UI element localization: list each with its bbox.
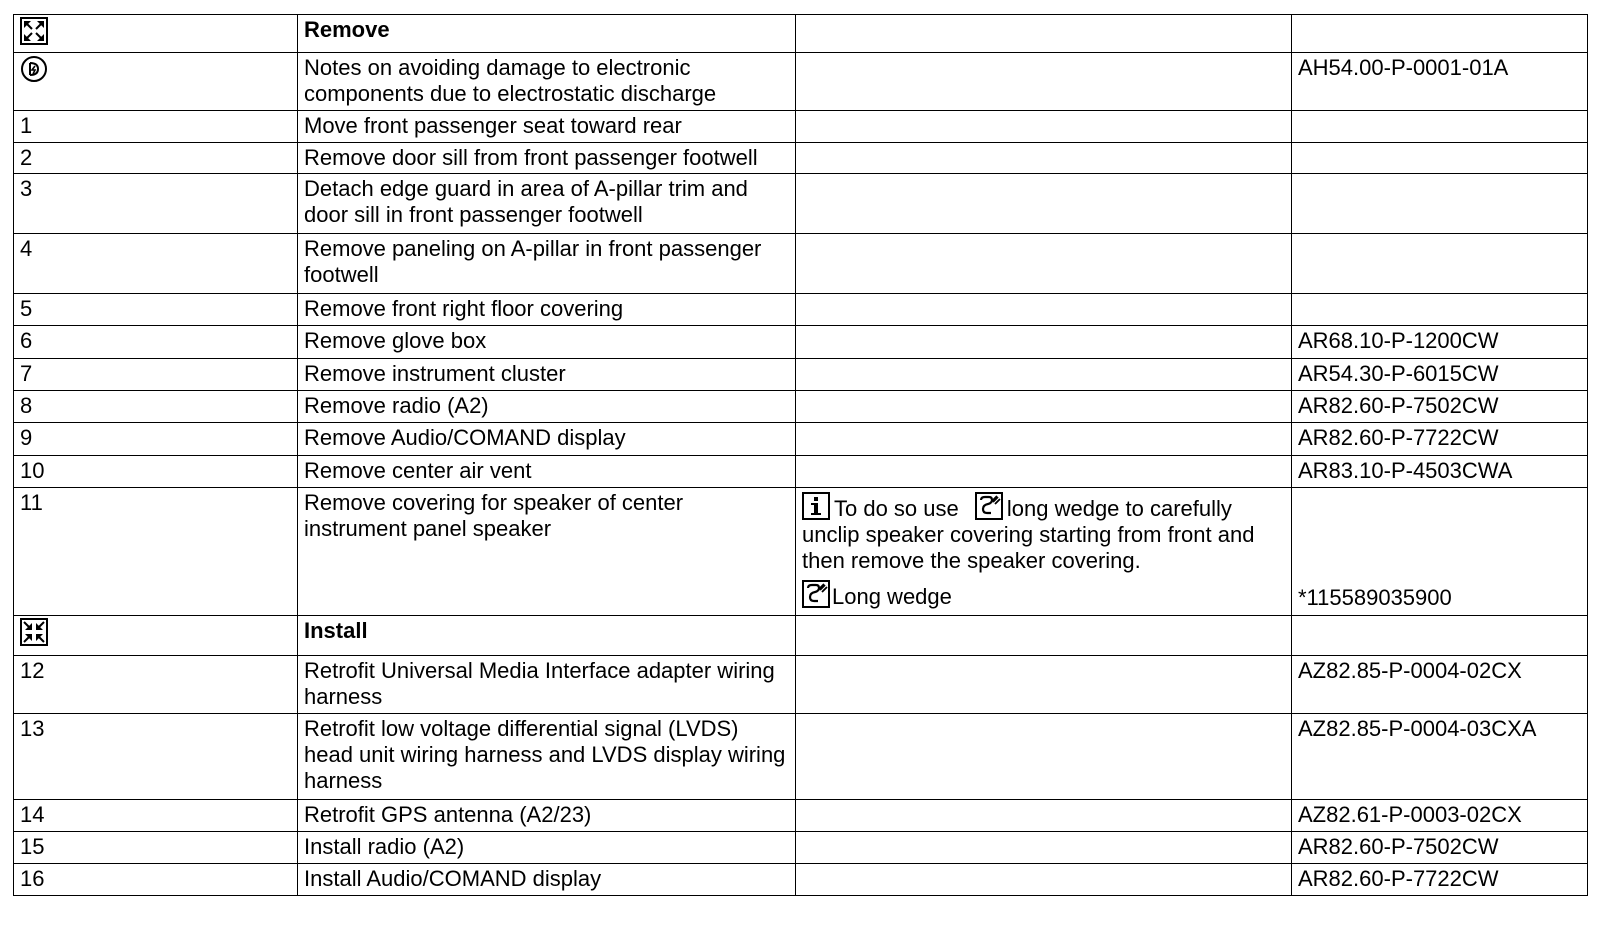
section-title: Install <box>298 616 796 656</box>
step-number: 9 <box>14 423 298 456</box>
reference-link[interactable]: AR68.10-P-1200CW <box>1292 326 1588 359</box>
reference-link[interactable]: AR82.60-P-7502CW <box>1292 391 1588 423</box>
reference-cell <box>1292 111 1588 143</box>
reference-link[interactable]: AR82.60-P-7722CW <box>1292 864 1588 896</box>
step-description: Remove paneling on A-pillar in front passenger footwell <box>298 234 796 294</box>
tool-callout <box>802 580 1285 610</box>
esd-warning-icon <box>20 55 48 83</box>
table-row <box>14 359 1588 391</box>
note-cell <box>796 174 1292 234</box>
note-cell <box>796 391 1292 423</box>
note-cell <box>796 616 1292 656</box>
step-number: 10 <box>14 456 298 488</box>
note-cell <box>796 326 1292 359</box>
step-number: 11 <box>14 488 298 616</box>
note-instruction <box>802 492 1285 574</box>
reference-link[interactable]: AR54.30-P-6015CW <box>1292 359 1588 391</box>
info-icon <box>802 492 830 520</box>
note-cell <box>796 800 1292 832</box>
note-cell <box>796 111 1292 143</box>
special-tool-icon <box>802 580 830 608</box>
table-row <box>14 488 1588 616</box>
reference-cell <box>1292 143 1588 174</box>
step-number: 6 <box>14 326 298 359</box>
note-cell <box>796 143 1292 174</box>
section-icon-cell <box>14 15 298 53</box>
table-row <box>14 800 1588 832</box>
note-cell <box>796 53 1292 111</box>
step-number: 14 <box>14 800 298 832</box>
note-cell <box>796 864 1292 896</box>
step-description: Remove door sill from front passenger footwell <box>298 143 796 174</box>
reference-cell <box>1292 616 1588 656</box>
table-row <box>14 656 1588 714</box>
note-cell <box>796 234 1292 294</box>
step-description: Notes on avoiding damage to electronic components due to electrostatic discharge <box>298 53 796 111</box>
table-row <box>14 326 1588 359</box>
reference-link[interactable]: AZ82.85-P-0004-03CXA <box>1292 714 1588 800</box>
step-number: 16 <box>14 864 298 896</box>
step-number: 7 <box>14 359 298 391</box>
note-cell <box>796 488 1292 616</box>
step-description: Detach edge guard in area of A-pillar trim and door sill in front passenger footwell <box>298 174 796 234</box>
step-number: 5 <box>14 294 298 326</box>
table-row <box>14 714 1588 800</box>
note-cell <box>796 423 1292 456</box>
step-description: Install Audio/COMAND display <box>298 864 796 896</box>
note-cell <box>796 714 1292 800</box>
table-row <box>14 456 1588 488</box>
table-row <box>14 832 1588 864</box>
note-cell <box>796 359 1292 391</box>
reference-link[interactable]: AZ82.85-P-0004-02CX <box>1292 656 1588 714</box>
note-cell <box>796 456 1292 488</box>
step-description: Retrofit Universal Media Interface adapter wiring harness <box>298 656 796 714</box>
reference-link[interactable]: AR83.10-P-4503CWA <box>1292 456 1588 488</box>
step-number: 2 <box>14 143 298 174</box>
step-number: 12 <box>14 656 298 714</box>
reference-link[interactable]: AH54.00-P-0001-01A <box>1292 53 1588 111</box>
tool-part-number[interactable]: *115589035900 <box>1298 585 1452 610</box>
step-number: 4 <box>14 234 298 294</box>
procedure-table <box>13 14 1588 896</box>
table-row <box>14 423 1588 456</box>
tool-name: Long wedge <box>832 584 952 609</box>
note-cell <box>796 656 1292 714</box>
table-row <box>14 864 1588 896</box>
reference-link[interactable]: AR82.60-P-7722CW <box>1292 423 1588 456</box>
table-row <box>14 143 1588 174</box>
step-description: Move front passenger seat toward rear <box>298 111 796 143</box>
step-description: Remove front right floor covering <box>298 294 796 326</box>
step-description: Remove radio (A2) <box>298 391 796 423</box>
note-cell <box>796 832 1292 864</box>
step-number: 1 <box>14 111 298 143</box>
note-cell <box>796 294 1292 326</box>
reference-cell <box>1292 15 1588 53</box>
reference-cell <box>1292 488 1588 616</box>
reference-cell <box>1292 294 1588 326</box>
step-number: 15 <box>14 832 298 864</box>
section-title: Remove <box>298 15 796 53</box>
special-tool-icon <box>975 492 1003 520</box>
step-description: Install radio (A2) <box>298 832 796 864</box>
table-row <box>14 391 1588 423</box>
section-icon-cell <box>14 616 298 656</box>
step-description: Remove covering for speaker of center instrument panel speaker <box>298 488 796 616</box>
reference-link[interactable]: AZ82.61-P-0003-02CX <box>1292 800 1588 832</box>
reference-link[interactable]: AR82.60-P-7502CW <box>1292 832 1588 864</box>
compress-arrows-icon <box>20 618 48 646</box>
step-description: Remove instrument cluster <box>298 359 796 391</box>
step-description: Remove center air vent <box>298 456 796 488</box>
step-description: Retrofit GPS antenna (A2/23) <box>298 800 796 832</box>
table-row <box>14 234 1588 294</box>
table-row <box>14 111 1588 143</box>
reference-cell <box>1292 174 1588 234</box>
note-text-pre: To do so use <box>834 496 959 521</box>
step-number: 8 <box>14 391 298 423</box>
step-number: 3 <box>14 174 298 234</box>
step-number: 13 <box>14 714 298 800</box>
table-row <box>14 294 1588 326</box>
table-row <box>14 174 1588 234</box>
step-icon-cell <box>14 53 298 111</box>
step-description: Retrofit low voltage differential signal (LVDS) head unit wiring harness and LVDS display wiring harness <box>298 714 796 800</box>
note-text-post: long wedge to carefully unclip speaker covering starting from front and then remove the speaker covering. <box>802 496 1255 573</box>
reference-cell <box>1292 234 1588 294</box>
section-row-install <box>14 616 1588 656</box>
section-row-remove <box>14 15 1588 53</box>
table-row <box>14 53 1588 111</box>
step-description: Remove Audio/COMAND display <box>298 423 796 456</box>
expand-arrows-icon <box>20 17 48 45</box>
note-cell <box>796 15 1292 53</box>
step-description: Remove glove box <box>298 326 796 359</box>
